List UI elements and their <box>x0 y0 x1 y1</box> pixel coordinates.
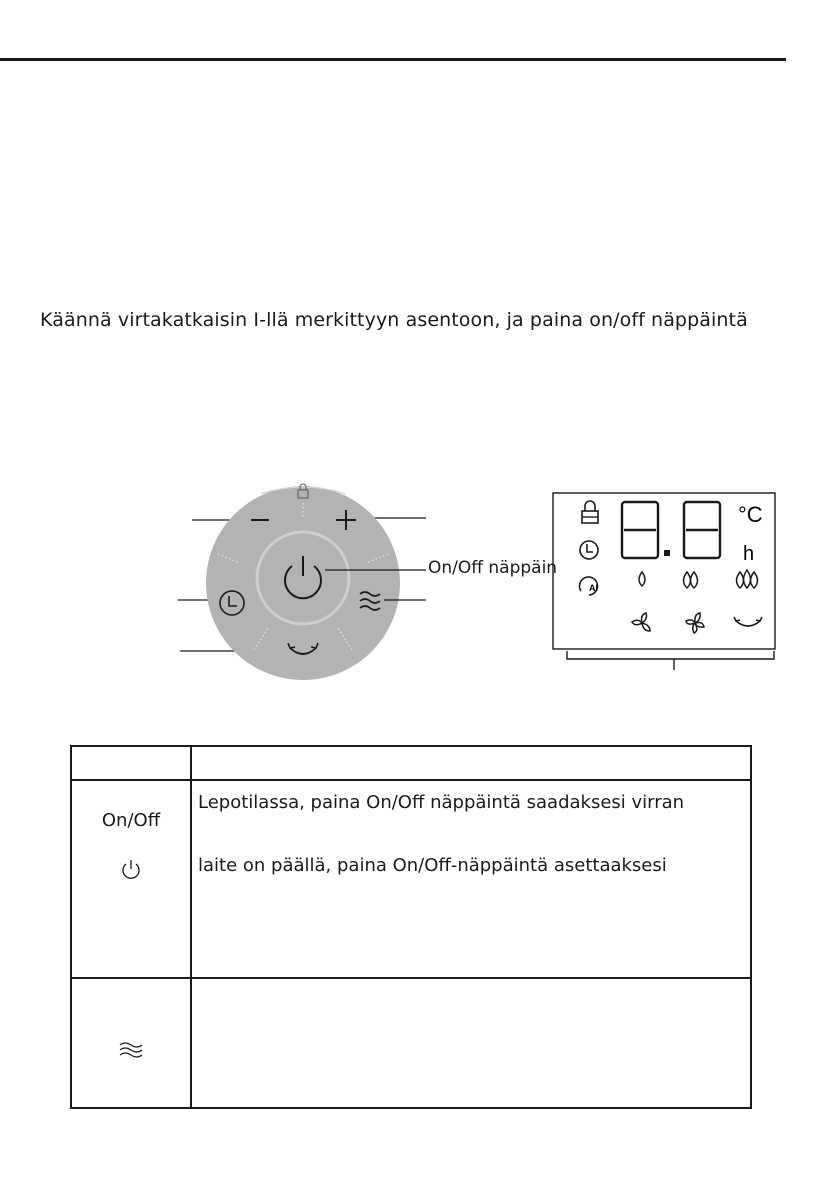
top-rule <box>0 58 786 61</box>
desc-cell <box>191 978 751 1108</box>
desc-line: Lepotilassa, paina On/Off näppäintä saadaksesi virran <box>198 792 685 813</box>
instruction-text: Käännä virtakatkaisin I-llä merkittyyn asentoon, ja paina on/off näppäintä <box>40 309 748 331</box>
lcd-flame-3-icon <box>737 570 758 588</box>
lcd-bracket <box>567 651 774 659</box>
key-cell <box>71 780 191 978</box>
ai-label: AI <box>589 583 598 593</box>
lcd-hours: h <box>743 543 755 565</box>
lcd-swing-icon <box>734 617 762 626</box>
power-button[interactable] <box>261 536 345 620</box>
desc-cell <box>191 780 751 978</box>
lcd-digits <box>622 502 720 558</box>
lcd-fan-low-icon <box>632 613 650 631</box>
lcd-flame-2-icon <box>684 572 698 588</box>
table-header-row <box>71 746 751 780</box>
onoff-callout: On/Off näppäin <box>428 558 558 578</box>
power-icon <box>73 857 189 885</box>
table-row <box>71 978 751 1108</box>
key-cell <box>71 978 191 1108</box>
function-table <box>70 745 752 1109</box>
lcd-lock-icon <box>582 501 598 523</box>
table-row <box>71 780 751 978</box>
lcd-flame-1-icon <box>639 572 645 586</box>
lcd-fan-high-icon <box>686 613 704 633</box>
lcd-ai-icon <box>579 577 598 595</box>
lcd-digits-text: 8.8 <box>672 548 674 549</box>
waves-icon <box>73 1040 189 1064</box>
lcd-clock-icon <box>580 541 598 559</box>
desc-line: laite on päällä, paina On/Off-näppäintä asettaaksesi <box>198 855 667 876</box>
control-panel <box>160 470 430 690</box>
lcd-display <box>548 488 780 674</box>
key-name-onoff: On/Off <box>101 810 161 831</box>
header-cell-key <box>71 746 191 780</box>
lcd-celsius: °C <box>738 502 763 527</box>
lcd-decimal-point <box>664 550 670 556</box>
header-cell-desc <box>191 746 751 780</box>
